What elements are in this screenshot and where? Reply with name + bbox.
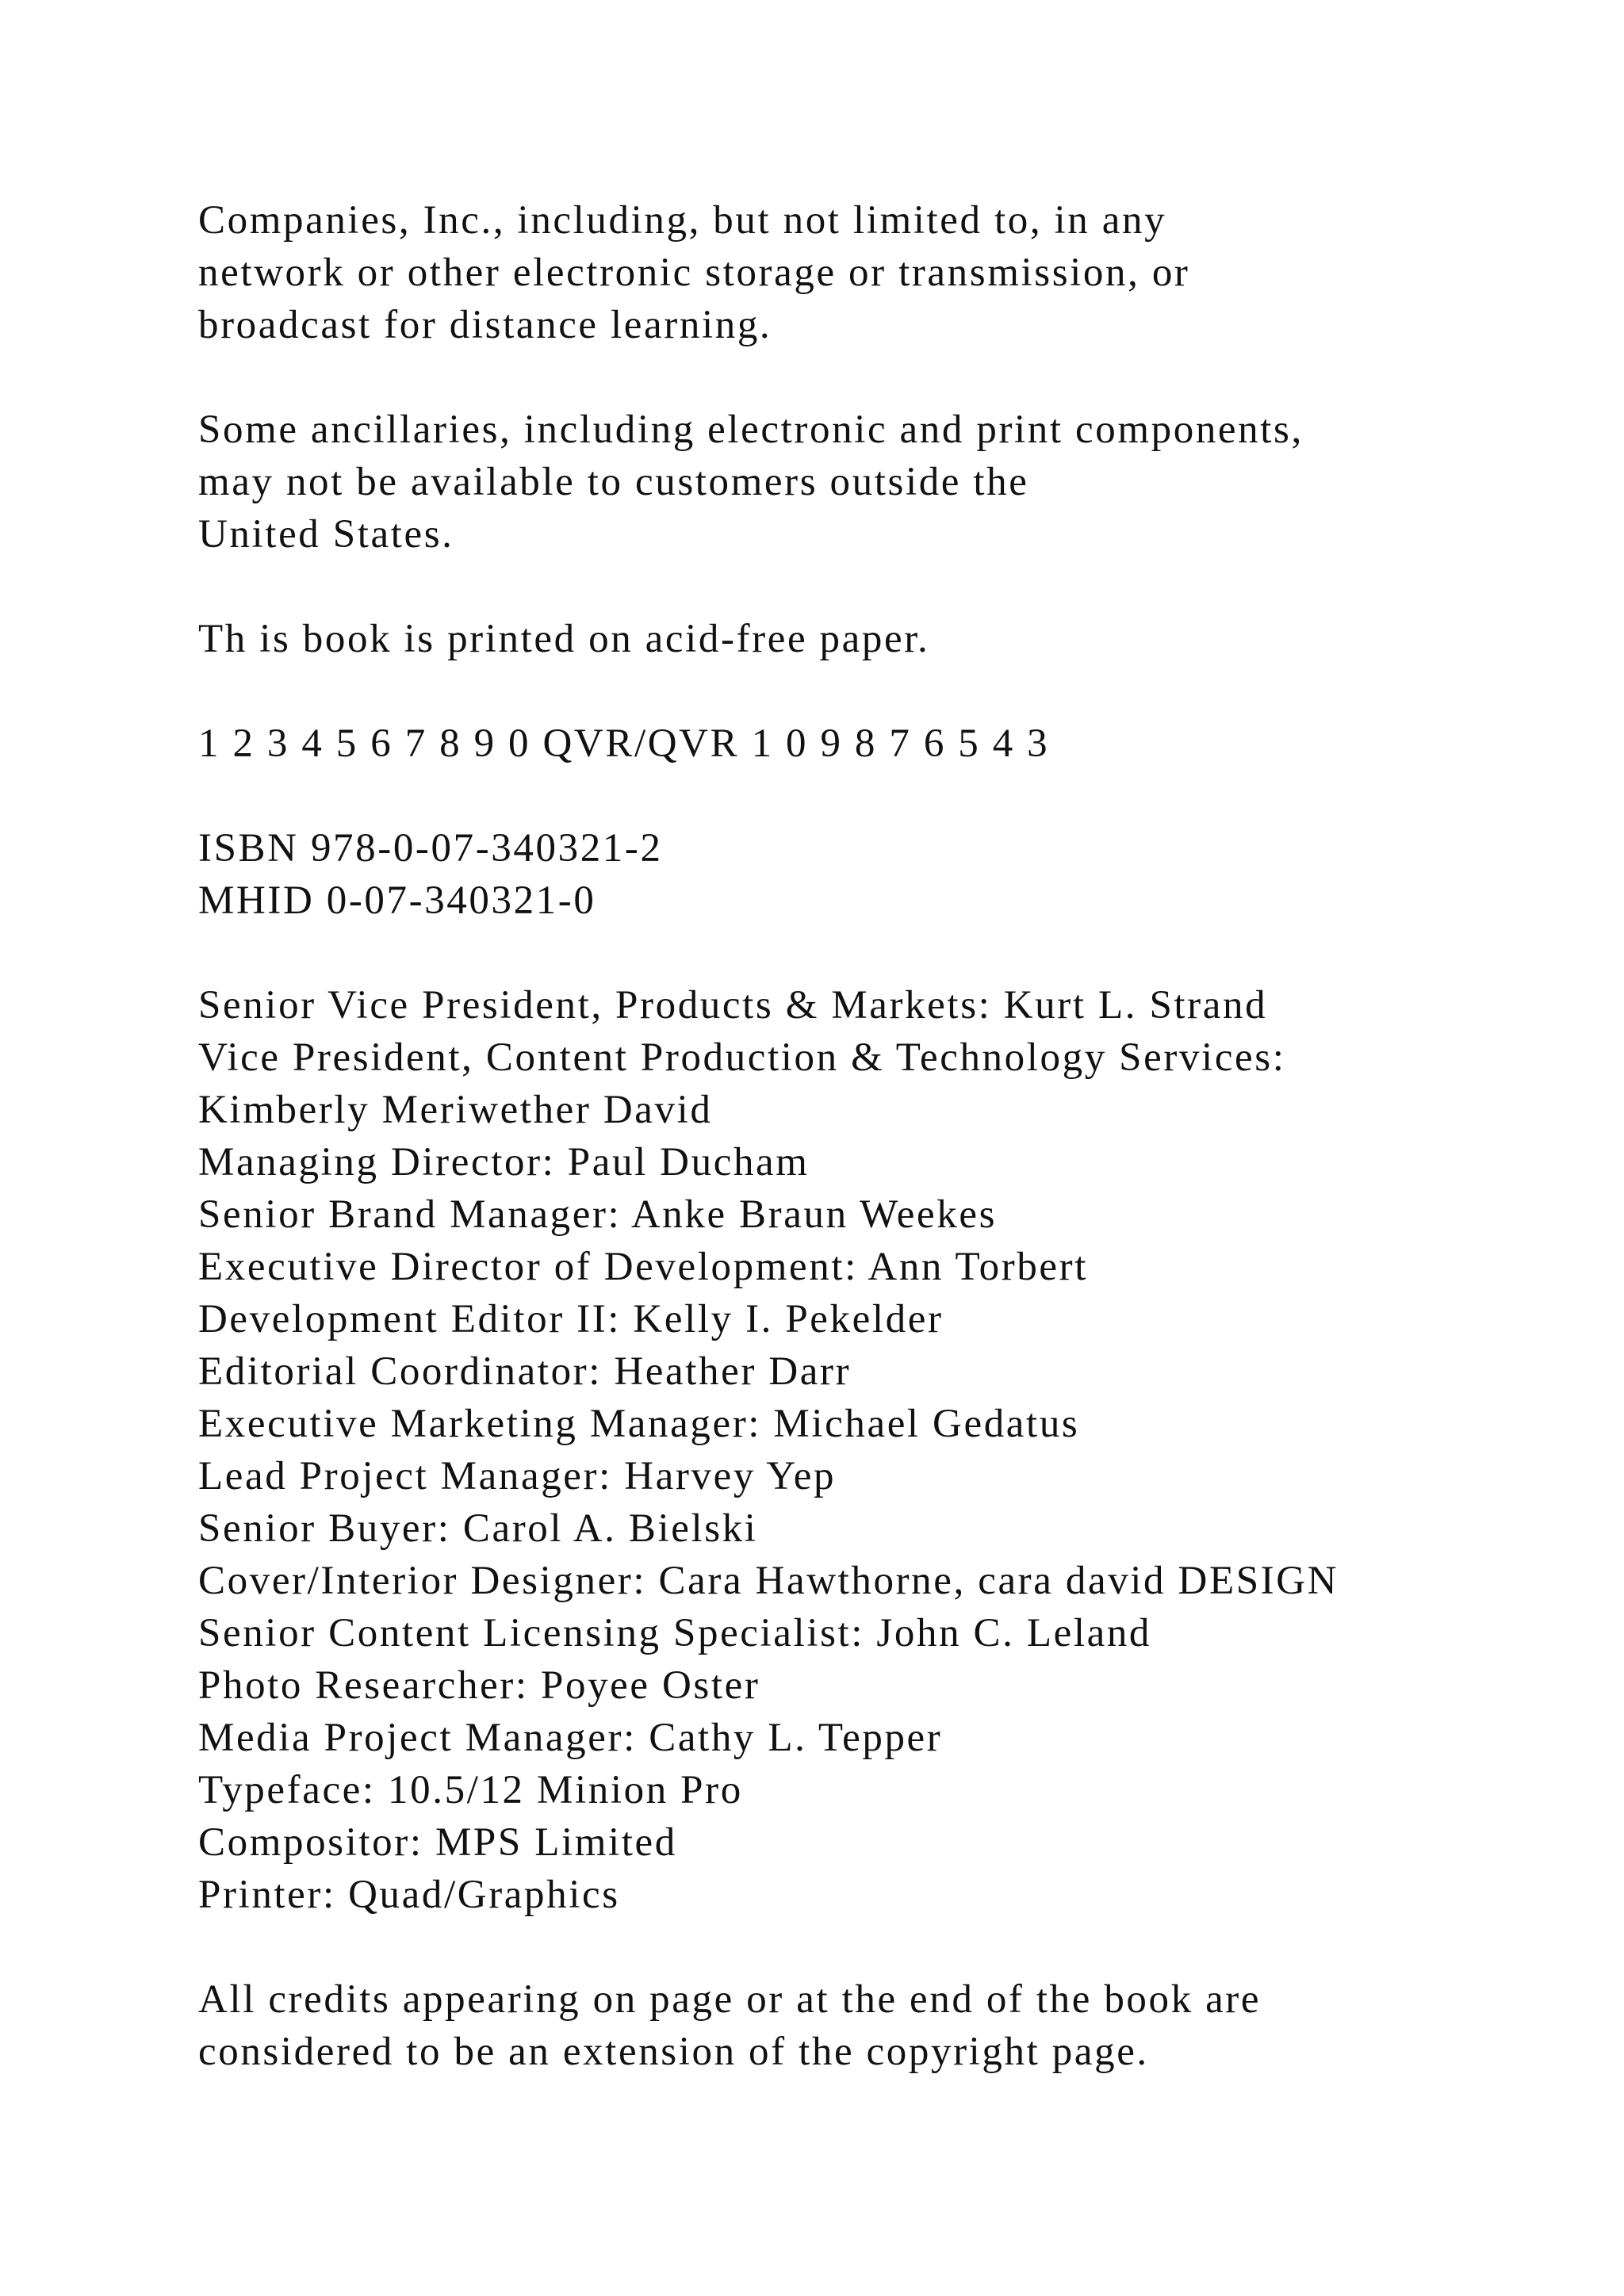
text-line: may not be available to customers outside the [198,460,1029,504]
credit-line: Editorial Coordinator: Heather Darr [198,1349,852,1394]
text-line: 1 2 3 4 5 6 7 8 9 0 QVR/QVR 1 0 9 8 7 6 5 4 3 [198,721,1050,766]
credit-line: Kimberly Meriwether David [198,1088,713,1132]
text-line: Companies, Inc., including, but not limited to, in any [198,198,1167,243]
paper-note [198,613,1594,665]
isbn-block [198,822,1594,927]
isbn-line: ISBN 978-0-07-340321-2 [198,826,663,871]
credit-line: Compositor: MPS Limited [198,1820,677,1865]
text-line: Some ancillaries, including electronic and print components, [198,408,1304,452]
text-line: United States. [198,512,454,557]
copyright-page [198,194,1594,2130]
credit-line: Printer: Quad/Graphics [198,1873,620,1917]
text-line: Th is book is printed on acid-free paper. [198,617,930,661]
printing-line [198,718,1594,770]
credit-line: Development Editor II: Kelly I. Pekelder [198,1297,944,1341]
credit-line: Lead Project Manager: Harvey Yep [198,1454,837,1498]
staff-credits [198,979,1594,1921]
credit-line: Senior Brand Manager: Anke Braun Weekes [198,1192,998,1237]
credit-line: Senior Vice President, Products & Markets: Kurt L. Strand [198,983,1268,1027]
text-line: broadcast for distance learning. [198,303,772,347]
credit-line: Senior Buyer: Carol A. Bielski [198,1506,758,1551]
credit-line: Managing Director: Paul Ducham [198,1140,810,1184]
text-line: All credits appearing on page or at the end of the book are [198,1977,1262,2022]
credit-line: Cover/Interior Designer: Cara Hawthorne, cara david DESIGN [198,1559,1339,1603]
ancillaries-paragraph [198,404,1594,561]
credit-line: Vice President, Content Production & Technology Services: [198,1035,1286,1080]
text-line: network or other electronic storage or transmission, or [198,251,1190,295]
text-line: considered to be an extension of the copyright page. [198,2030,1149,2074]
credit-line: Senior Content Licensing Specialist: John C. Leland [198,1611,1152,1655]
credit-line: Typeface: 10.5/12 Minion Pro [198,1768,743,1812]
rights-paragraph [198,194,1594,351]
mhid-line: MHID 0-07-340321-0 [198,878,596,923]
credits-note [198,1973,1594,2078]
credit-line: Media Project Manager: Cathy L. Tepper [198,1716,943,1760]
credit-line: Photo Researcher: Poyee Oster [198,1663,760,1708]
credit-line: Executive Director of Development: Ann Torbert [198,1245,1089,1289]
credit-line: Executive Marketing Manager: Michael Gedatus [198,1402,1080,1446]
